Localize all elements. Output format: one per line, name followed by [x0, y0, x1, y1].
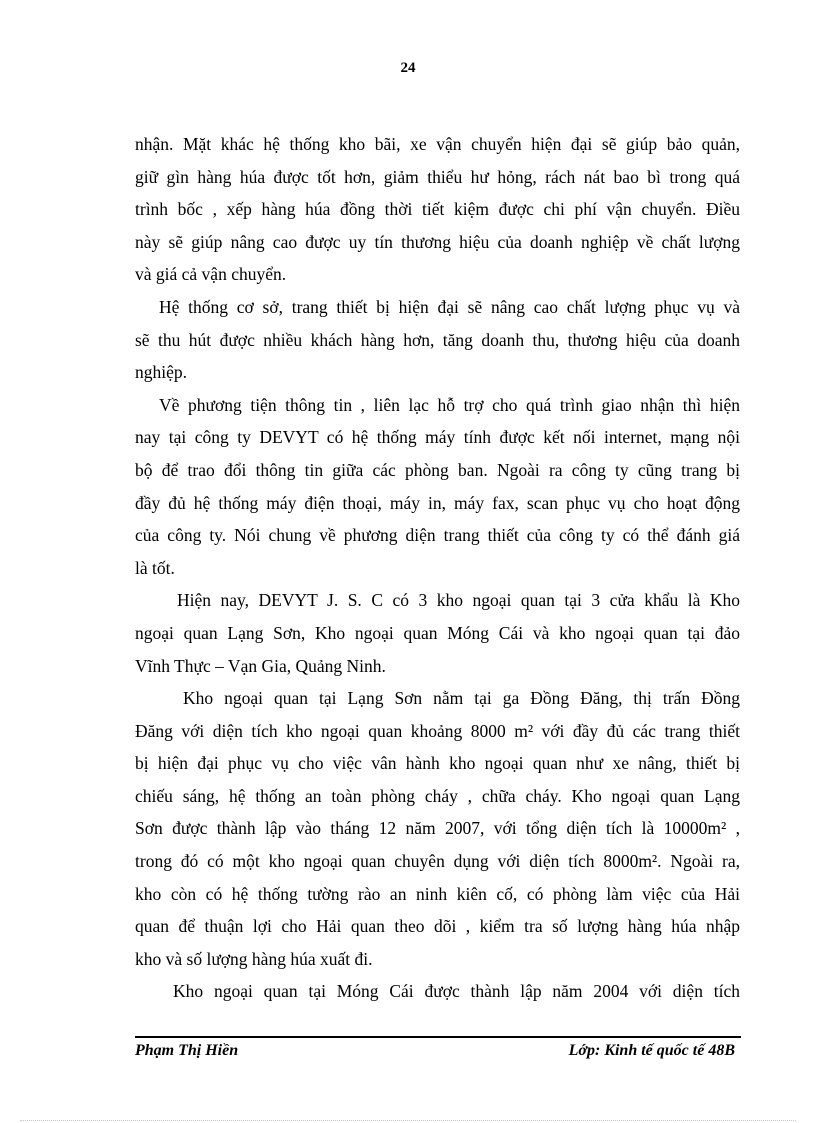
text-line: Kho ngoại quan tại Lạng Sơn nằm tại ga Đồng Đăng, thị trấn Đồng	[183, 688, 740, 709]
text-line: nhận. Mặt khác hệ thống kho bãi, xe vận chuyển hiện đại sẽ giúp bảo quản,	[135, 134, 740, 154]
page-edge-divider	[20, 1120, 796, 1121]
text-line: này sẽ giúp nâng cao được uy tín thương hiệu của doanh nghiệp về chất lượng	[135, 231, 740, 252]
footer-divider	[135, 1036, 741, 1038]
text-line: Hiện nay, DEVYT J. S. C có 3 kho ngoại quan tại 3 cửa khẩu là Kho	[177, 590, 740, 611]
page-number: 24	[400, 60, 416, 76]
text-line: ngoại quan Lạng Sơn, Kho ngoại quan Móng Cái và kho ngoại quan tại đảo	[135, 622, 740, 643]
text-line: bị hiện đại phục vụ cho việc vân hành kho ngoại quan như xe nâng, thiết bị	[135, 753, 740, 774]
text-line: đầy đủ hệ thống máy điện thoại, máy in, máy fax, scan phục vụ cho hoạt động	[135, 492, 740, 513]
text-line: quan để thuận lợi cho Hải quan theo dõi , kiểm tra số lượng hàng húa nhập	[135, 916, 740, 937]
text-line: giữ gìn hàng húa được tốt hơn, giảm thiểu hư hỏng, rách nát bao bì trong quá	[135, 166, 740, 187]
text-line: chiếu sáng, hệ thống an toàn phòng cháy , chữa cháy. Kho ngoại quan Lạng	[135, 785, 740, 806]
text-line: kho và số lượng hàng húa xuất đi.	[135, 948, 373, 969]
text-line: Sơn được thành lập vào tháng 12 năm 2007, với tổng diện tích là 10000m² ,	[135, 818, 740, 839]
text-line: trình bốc , xếp hàng húa đồng thời tiết kiệm được chi phí vận chuyển. Điều	[135, 199, 740, 220]
document-body	[135, 128, 740, 1008]
text-line: nay tại công ty DEVYT có hệ thống máy tính được kết nối internet, mạng nội	[135, 427, 740, 448]
footer-class: Lớp: Kinh tế quốc tế 48B	[568, 1042, 735, 1059]
text-line: và giá cả vận chuyển.	[135, 264, 287, 285]
text-line: là tốt.	[135, 557, 175, 578]
text-line: bộ để trao đổi thông tin giữa các phòng ban. Ngoài ra công ty cũng trang bị	[135, 459, 740, 480]
text-line: trong đó có một kho ngoại quan chuyên dụng với diện tích 8000m². Ngoài ra,	[135, 851, 740, 872]
footer-author: Phạm Thị Hiền	[135, 1042, 239, 1059]
text-line: Về phương tiện thông tin , liên lạc hỗ trợ cho quá trình giao nhận thì hiện	[159, 394, 740, 415]
text-line: nghiệp.	[135, 362, 188, 383]
text-line: kho còn có hệ thống tường rào an ninh kiên cố, có phòng làm việc của Hải	[135, 883, 740, 904]
text-line: của công ty. Nói chung về phương diện trang thiết của công ty có thể đánh giá	[135, 525, 740, 546]
text-line: Hệ thống cơ sở, trang thiết bị hiện đại sẽ nâng cao chất lượng phục vụ và	[159, 296, 740, 317]
text-line: Đăng với diện tích kho ngoại quan khoảng 8000 m² với đầy đủ các trang thiết	[135, 720, 740, 741]
text-line: Vĩnh Thực – Vạn Gia, Quảng Ninh.	[135, 655, 386, 676]
text-line: sẽ thu hút được nhiều khách hàng hơn, tăng doanh thu, thương hiệu của doanh	[135, 329, 740, 350]
text-line: Kho ngoại quan tại Móng Cái được thành lập năm 2004 với diện tích	[173, 981, 740, 1002]
